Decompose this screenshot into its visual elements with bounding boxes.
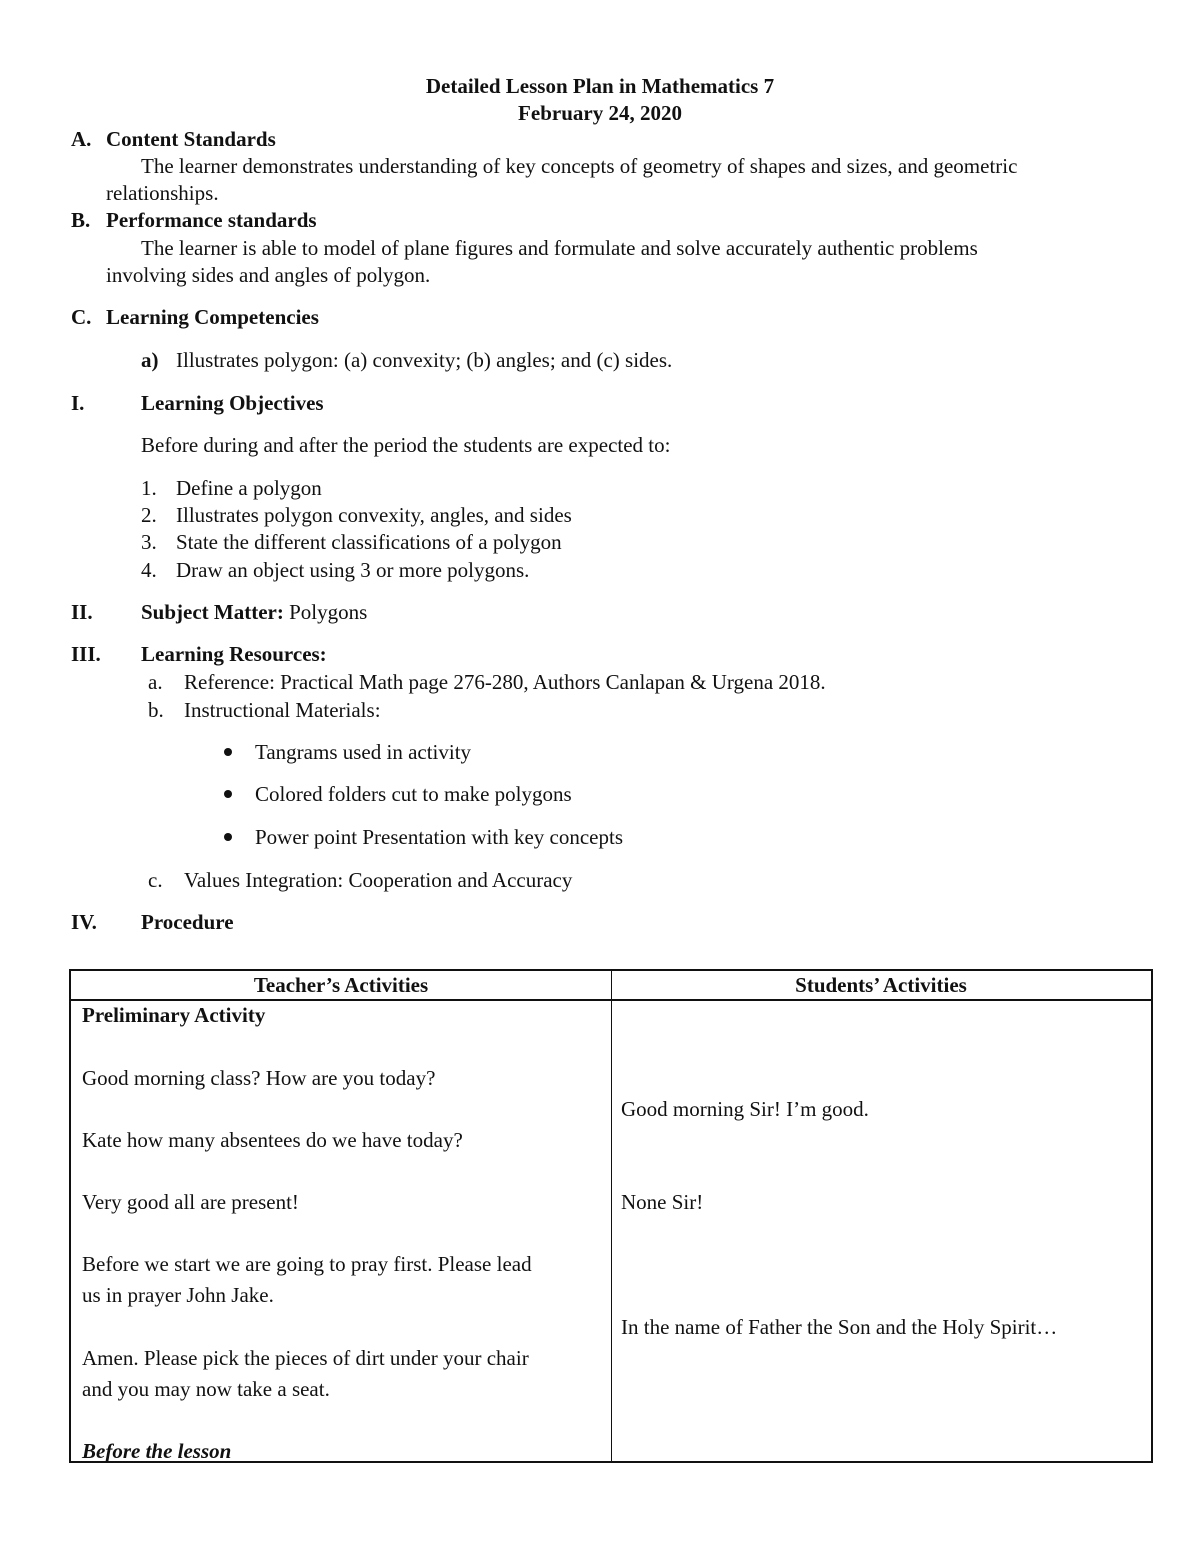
preliminary-activity-heading: Preliminary Activity <box>82 1003 266 1027</box>
objectives-heading: Learning Objectives <box>141 391 324 415</box>
student-activity-line: None Sir! <box>621 1190 704 1214</box>
material-item: Tangrams used in activity <box>255 740 472 764</box>
procedure-heading: Procedure <box>141 910 234 934</box>
section-a-text-line1: The learner demonstrates understanding of key concepts of geometry of shapes and sizes, and geometric <box>141 154 1018 178</box>
document-date: February 24, 2020 <box>518 101 682 125</box>
resource-reference: Reference: Practical Math page 276-280, Authors Canlapan & Urgena 2018. <box>184 670 826 694</box>
subject-marker: II. <box>71 600 93 624</box>
objective-item: Illustrates polygon convexity, angles, and sides <box>176 503 572 527</box>
objectives-intro: Before during and after the period the students are expected to: <box>141 433 671 457</box>
section-a-heading: Content Standards <box>106 127 276 151</box>
competency-item-marker: a) <box>141 348 159 372</box>
teacher-activity-line: Amen. Please pick the pieces of dirt under your chair <box>82 1346 529 1370</box>
bullet-icon <box>224 833 232 841</box>
resources-marker: III. <box>71 642 101 666</box>
subject-value: Polygons <box>289 600 368 624</box>
resource-a-marker: a. <box>148 670 163 694</box>
bullet-icon <box>224 748 232 756</box>
bullet-icon <box>224 790 232 798</box>
section-b-text-line2: involving sides and angles of polygon. <box>106 263 431 287</box>
procedure-marker: IV. <box>71 910 97 934</box>
objective-number: 2. <box>141 503 157 527</box>
objectives-marker: I. <box>71 391 85 415</box>
section-b-marker: B. <box>71 208 91 232</box>
teacher-activity-line: Before we start we are going to pray first. Please lead <box>82 1252 532 1276</box>
resource-c-marker: c. <box>148 868 163 892</box>
student-activity-line: In the name of Father the Son and the Holy Spirit… <box>621 1315 1058 1339</box>
subject-heading: Subject Matter: <box>141 600 284 624</box>
resource-values: Values Integration: Cooperation and Accuracy <box>184 868 573 892</box>
material-item: Power point Presentation with key concepts <box>255 825 624 849</box>
objective-item: State the different classifications of a polygon <box>176 530 562 554</box>
teacher-activity-line: us in prayer John Jake. <box>82 1283 274 1307</box>
resources-heading: Learning Resources: <box>141 642 327 666</box>
resource-b-marker: b. <box>148 698 164 722</box>
column-header-teacher: Teacher’s Activities <box>253 973 429 997</box>
column-header-students: Students’ Activities <box>795 973 967 997</box>
section-a-text-line2: relationships. <box>106 181 219 205</box>
document-title: Detailed Lesson Plan in Mathematics 7 <box>425 74 775 98</box>
section-b-heading: Performance standards <box>106 208 317 232</box>
material-item: Colored folders cut to make polygons <box>255 782 572 806</box>
section-c-marker: C. <box>71 305 92 329</box>
procedure-table <box>69 969 1153 1463</box>
teacher-activity-line: Very good all are present! <box>82 1190 299 1214</box>
section-a-marker: A. <box>71 127 92 151</box>
teacher-activity-line: Kate how many absentees do we have today? <box>82 1128 463 1152</box>
objective-item: Define a polygon <box>176 476 322 500</box>
subject-line <box>141 599 367 626</box>
section-b-text-line1: The learner is able to model of plane figures and formulate and solve accurately authentic problems <box>141 236 978 260</box>
student-activity-line: Good morning Sir! I’m good. <box>621 1097 869 1121</box>
table-column-divider <box>611 971 612 1461</box>
resource-materials: Instructional Materials: <box>184 698 381 722</box>
section-c-heading: Learning Competencies <box>106 305 319 329</box>
objective-number: 1. <box>141 476 157 500</box>
objective-number: 4. <box>141 558 157 582</box>
before-lesson-heading: Before the lesson <box>82 1439 232 1463</box>
teacher-activity-line: Good morning class? How are you today? <box>82 1066 436 1090</box>
objective-number: 3. <box>141 530 157 554</box>
objective-item: Draw an object using 3 or more polygons. <box>176 558 530 582</box>
teacher-activity-line: and you may now take a seat. <box>82 1377 330 1401</box>
competency-item-text: Illustrates polygon: (a) convexity; (b) angles; and (c) sides. <box>176 348 673 372</box>
